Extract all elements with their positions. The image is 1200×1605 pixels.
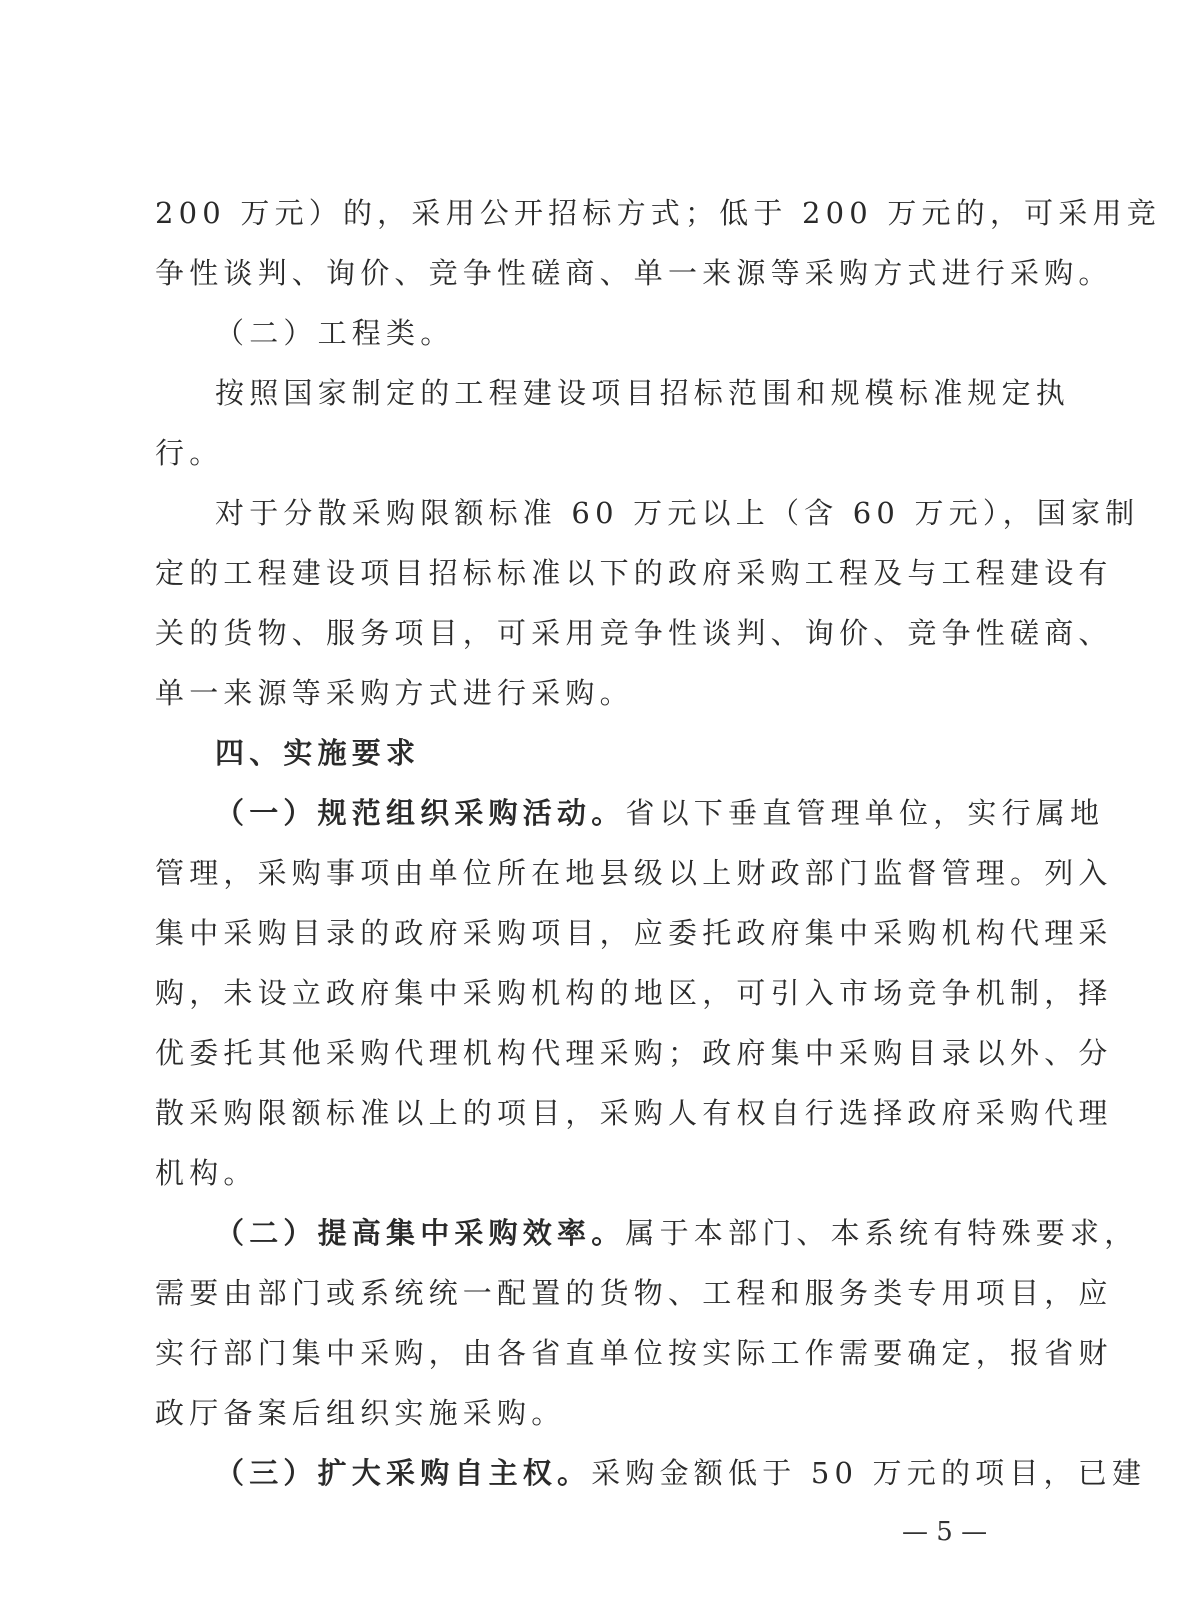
body-line bbox=[215, 1453, 1146, 1493]
body-line: 购，未设立政府集中采购机构的地区，可引入市场竞争机制，择 bbox=[155, 976, 1113, 1010]
body-line: 200 万元）的，采用公开招标方式；低于 200 万元的，可采用竞 bbox=[155, 196, 1161, 230]
body-line: 管理，采购事项由单位所在地县级以上财政部门监督管理。列入 bbox=[155, 856, 1113, 890]
body-line: 按照国家制定的工程建设项目招标范围和规模标准规定执 bbox=[215, 376, 1071, 410]
body-line: 争性谈判、询价、竞争性磋商、单一来源等采购方式进行采购。 bbox=[155, 256, 1113, 290]
body-line: 定的工程建设项目招标标准以下的政府采购工程及与工程建设有 bbox=[155, 556, 1113, 590]
body-line bbox=[215, 1213, 1138, 1253]
paragraph-text: 属于本部门、本系统有特殊要求， bbox=[625, 1216, 1139, 1250]
paragraph-lead: （二）提高集中采购效率。 bbox=[215, 1216, 626, 1250]
body-line: 实行部门集中采购，由各省直单位按实际工作需要确定，报省财 bbox=[155, 1336, 1113, 1370]
section-heading: 四、实施要求 bbox=[215, 736, 421, 770]
body-line bbox=[215, 793, 1104, 833]
body-line: 行。 bbox=[155, 436, 224, 470]
paragraph-lead: （三）扩大采购自主权。 bbox=[215, 1456, 592, 1490]
body-line: 优委托其他采购代理机构代理采购；政府集中采购目录以外、分 bbox=[155, 1036, 1113, 1070]
paragraph-lead: （一）规范组织采购活动。 bbox=[215, 796, 626, 830]
body-line: 散采购限额标准以上的项目，采购人有权自行选择政府采购代理 bbox=[155, 1096, 1113, 1130]
body-line: 对于分散采购限额标准 60 万元以上（含 60 万元），国家制 bbox=[215, 496, 1140, 530]
body-line: 机构。 bbox=[155, 1156, 258, 1190]
subheading-line: （二）工程类。 bbox=[215, 316, 455, 350]
body-line: 需要由部门或系统统一配置的货物、工程和服务类专用项目，应 bbox=[155, 1276, 1113, 1310]
body-line: 政厅备案后组织实施采购。 bbox=[155, 1396, 566, 1430]
paragraph-text: 省以下垂直管理单位，实行属地 bbox=[625, 796, 1105, 830]
body-line: 关的货物、服务项目，可采用竞争性谈判、询价、竞争性磋商、 bbox=[155, 616, 1113, 650]
paragraph-text: 采购金额低于 50 万元的项目，已建 bbox=[591, 1456, 1147, 1490]
page-number: — 5 — bbox=[902, 1517, 988, 1547]
body-line: 集中采购目录的政府采购项目，应委托政府集中采购机构代理采 bbox=[155, 916, 1113, 950]
body-line: 单一来源等采购方式进行采购。 bbox=[155, 676, 634, 710]
